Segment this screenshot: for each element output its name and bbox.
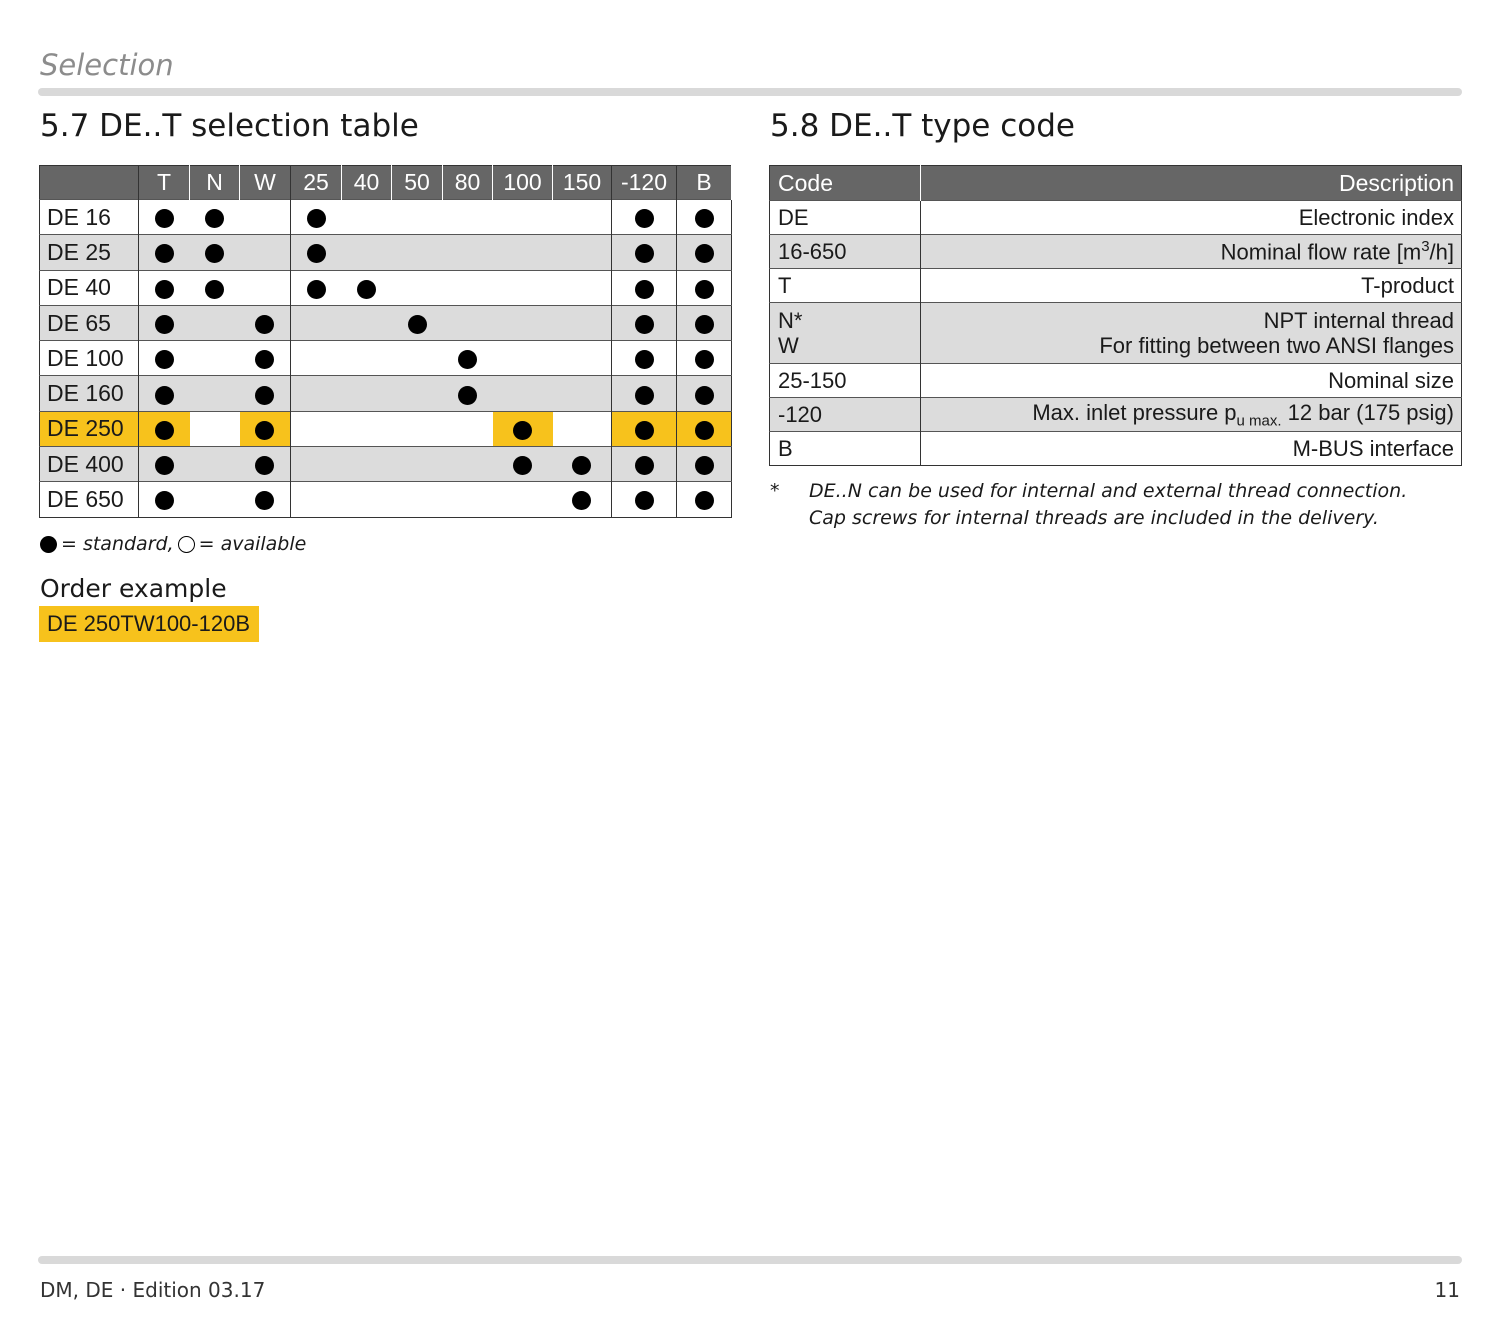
page-number: 11: [1434, 1278, 1460, 1302]
option-cell: [291, 376, 342, 411]
superscript: 3: [1421, 237, 1430, 255]
standard-dot-icon: [408, 315, 427, 334]
standard-dot-icon: [255, 491, 274, 510]
col-header-80: 80: [443, 166, 493, 200]
option-cell: [392, 200, 443, 235]
option-cell: [677, 482, 732, 517]
option-cell: [342, 411, 392, 446]
model-name-cell: DE 650: [40, 482, 139, 517]
standard-dot-icon: [255, 350, 274, 369]
option-cell: [342, 447, 392, 482]
table-row: [40, 305, 732, 340]
option-cell: [612, 270, 677, 305]
type-description-cell: M-BUS interface: [921, 432, 1462, 466]
option-cell: [139, 447, 190, 482]
option-cell: [553, 447, 612, 482]
standard-dot-icon: [635, 244, 654, 263]
option-cell: [190, 482, 240, 517]
type-code-header: [770, 166, 1462, 201]
standard-dot-icon: [155, 315, 174, 334]
option-cell: [553, 235, 612, 270]
model-name-cell: DE 65: [40, 305, 139, 340]
option-cell: [240, 270, 291, 305]
option-cell: [139, 482, 190, 517]
table-row: [770, 201, 1462, 235]
option-cell: [493, 411, 553, 446]
standard-dot-icon: [695, 280, 714, 299]
standard-dot-icon: [695, 244, 714, 263]
standard-dot-icon: [635, 280, 654, 299]
table-row: [40, 376, 732, 411]
option-cell: [392, 411, 443, 446]
standard-dot-icon: [205, 280, 224, 299]
option-cell: [190, 376, 240, 411]
standard-dot-icon: [155, 386, 174, 405]
table-row: [770, 269, 1462, 303]
col-header-n: N: [190, 166, 240, 200]
option-cell: [139, 200, 190, 235]
header-divider: [38, 88, 1462, 96]
option-cell: [612, 235, 677, 270]
table-row: [770, 235, 1462, 269]
selection-table-title: 5.7 DE..T selection table: [40, 108, 419, 144]
type-code-cell: 16-650: [770, 235, 921, 269]
option-cell: [612, 482, 677, 517]
option-cell: [190, 270, 240, 305]
option-cell: [291, 200, 342, 235]
type-description-cell: [921, 235, 1462, 269]
option-cell: [139, 305, 190, 340]
description-line: NPT internal thread: [1263, 308, 1454, 333]
model-name-cell: DE 100: [40, 341, 139, 376]
col-header-100: 100: [493, 166, 553, 200]
standard-dot-icon: [695, 386, 714, 405]
description-text: /h]: [1429, 239, 1454, 265]
option-cell: [240, 447, 291, 482]
type-description-cell: [921, 398, 1462, 432]
type-description-cell: T-product: [921, 269, 1462, 303]
legend-standard: = standard,: [61, 533, 174, 555]
table-row: [40, 235, 732, 270]
option-cell: [342, 482, 392, 517]
option-cell: [677, 376, 732, 411]
standard-dot-icon: [155, 421, 174, 440]
standard-dot-icon: [635, 491, 654, 510]
option-cell: [493, 305, 553, 340]
footnote-line: Cap screws for internal threads are included in the delivery.: [809, 507, 1379, 529]
option-cell: [553, 305, 612, 340]
model-name-cell: DE 25: [40, 235, 139, 270]
standard-dot-icon: [695, 491, 714, 510]
standard-dot-icon: [307, 244, 326, 263]
option-cell: [392, 341, 443, 376]
footnote-line: DE..N can be used for internal and external thread connection.: [809, 480, 1408, 502]
standard-dot-icon: [155, 491, 174, 510]
option-cell: [240, 411, 291, 446]
option-cell: [392, 305, 443, 340]
option-cell: [677, 305, 732, 340]
standard-dot-icon: [357, 280, 376, 299]
subscript: u max.: [1236, 412, 1282, 430]
standard-dot-icon: [255, 315, 274, 334]
option-cell: [291, 270, 342, 305]
type-description-cell: Electronic index: [921, 201, 1462, 235]
type-code-header-code: Code: [770, 166, 921, 201]
footer-edition: DM, DE · Edition 03.17: [40, 1278, 266, 1302]
standard-dot-icon: [458, 350, 477, 369]
type-description-cell: [921, 303, 1462, 364]
model-name-cell: DE 40: [40, 270, 139, 305]
col-header-150: 150: [553, 166, 612, 200]
type-code-header-description: Description: [921, 166, 1462, 201]
option-cell: [240, 200, 291, 235]
option-cell: [612, 447, 677, 482]
option-cell: [240, 235, 291, 270]
option-cell: [493, 482, 553, 517]
type-code-table: [769, 165, 1462, 466]
option-cell: [139, 411, 190, 446]
model-name-cell: DE 400: [40, 447, 139, 482]
option-cell: [493, 447, 553, 482]
standard-dot-icon: [205, 209, 224, 228]
col-header-25: 25: [291, 166, 342, 200]
option-cell: [342, 341, 392, 376]
standard-dot-icon: [307, 280, 326, 299]
table-row: [40, 270, 732, 305]
type-code-cell: [770, 303, 921, 364]
standard-dot-icon: [513, 456, 532, 475]
option-cell: [240, 305, 291, 340]
option-cell: [342, 376, 392, 411]
standard-dot-icon: [635, 456, 654, 475]
standard-dot-icon: [155, 280, 174, 299]
legend: [40, 533, 306, 555]
section-title: Selection: [40, 48, 174, 82]
code-line: N*: [778, 308, 803, 333]
selection-table-header: [40, 166, 732, 200]
option-cell: [677, 270, 732, 305]
standard-dot-icon: [205, 244, 224, 263]
option-cell: [443, 305, 493, 340]
option-cell: [612, 305, 677, 340]
standard-dot-icon: [695, 315, 714, 334]
option-cell: [677, 411, 732, 446]
standard-dot-icon: [155, 209, 174, 228]
col-header-b: B: [677, 166, 732, 200]
model-name-cell: DE 160: [40, 376, 139, 411]
option-cell: [553, 270, 612, 305]
option-cell: [139, 235, 190, 270]
table-row: [40, 447, 732, 482]
option-cell: [190, 235, 240, 270]
option-cell: [240, 482, 291, 517]
option-cell: [392, 235, 443, 270]
option-cell: [190, 341, 240, 376]
option-cell: [612, 200, 677, 235]
footer-divider: [38, 1256, 1462, 1264]
col-header-50: 50: [392, 166, 443, 200]
option-cell: [392, 270, 443, 305]
model-name-cell: DE 16: [40, 200, 139, 235]
option-cell: [392, 376, 443, 411]
option-cell: [190, 411, 240, 446]
model-name-cell: DE 250: [40, 411, 139, 446]
type-description-cell: Nominal size: [921, 364, 1462, 398]
table-row: [40, 482, 732, 517]
col-header-40: 40: [342, 166, 392, 200]
table-row: [40, 411, 732, 446]
order-example-code: DE 250TW100-120B: [39, 606, 259, 642]
option-cell: [553, 376, 612, 411]
option-cell: [677, 235, 732, 270]
col-header-t: T: [139, 166, 190, 200]
standard-dot-icon: [635, 386, 654, 405]
option-cell: [392, 447, 443, 482]
description-text: 12 bar (175 psig): [1281, 399, 1454, 425]
option-cell: [190, 305, 240, 340]
option-cell: [139, 270, 190, 305]
option-cell: [443, 447, 493, 482]
option-cell: [677, 341, 732, 376]
col-header-w: W: [240, 166, 291, 200]
standard-dot-icon: [695, 209, 714, 228]
option-cell: [443, 270, 493, 305]
description-text: Max. inlet pressure p: [1032, 399, 1237, 425]
option-cell: [392, 482, 443, 517]
option-cell: [190, 447, 240, 482]
option-cell: [677, 447, 732, 482]
option-cell: [443, 411, 493, 446]
option-cell: [139, 341, 190, 376]
option-cell: [342, 235, 392, 270]
option-cell: [443, 376, 493, 411]
type-code-cell: DE: [770, 201, 921, 235]
option-cell: [190, 200, 240, 235]
option-cell: [342, 305, 392, 340]
type-code-cell: 25-150: [770, 364, 921, 398]
type-code-cell: B: [770, 432, 921, 466]
standard-dot-icon: [635, 315, 654, 334]
option-cell: [342, 270, 392, 305]
description-line: For fitting between two ANSI flanges: [1099, 333, 1454, 358]
option-cell: [291, 411, 342, 446]
type-code-cell: -120: [770, 398, 921, 432]
option-cell: [291, 447, 342, 482]
standard-dot-icon: [635, 350, 654, 369]
option-cell: [443, 341, 493, 376]
standard-dot-icon: [458, 386, 477, 405]
option-cell: [612, 341, 677, 376]
option-cell: [553, 341, 612, 376]
table-row: [770, 398, 1462, 432]
option-cell: [493, 341, 553, 376]
description-text: Nominal flow rate [m: [1220, 239, 1422, 265]
option-cell: [677, 200, 732, 235]
standard-dot-icon: [695, 350, 714, 369]
option-cell: [291, 341, 342, 376]
option-cell: [342, 200, 392, 235]
col-header-model: [40, 166, 139, 200]
standard-dot-icon: [155, 350, 174, 369]
option-cell: [553, 482, 612, 517]
table-row: [770, 364, 1462, 398]
option-cell: [443, 200, 493, 235]
type-code-title: 5.8 DE..T type code: [770, 108, 1075, 144]
option-cell: [443, 482, 493, 517]
filled-dot-icon: [40, 536, 57, 553]
option-cell: [612, 376, 677, 411]
option-cell: [493, 376, 553, 411]
standard-dot-icon: [695, 456, 714, 475]
standard-dot-icon: [572, 456, 591, 475]
option-cell: [139, 376, 190, 411]
code-line: W: [778, 333, 799, 358]
col-header-120: -120: [612, 166, 677, 200]
table-row: [40, 341, 732, 376]
standard-dot-icon: [513, 421, 532, 440]
option-cell: [240, 341, 291, 376]
option-cell: [240, 376, 291, 411]
type-code-cell: T: [770, 269, 921, 303]
standard-dot-icon: [255, 386, 274, 405]
option-cell: [291, 482, 342, 517]
legend-available: = available: [198, 533, 307, 555]
selection-table: [39, 165, 732, 518]
footnote: [770, 478, 1407, 532]
standard-dot-icon: [635, 209, 654, 228]
option-cell: [553, 200, 612, 235]
standard-dot-icon: [155, 244, 174, 263]
option-cell: [291, 305, 342, 340]
option-cell: [493, 200, 553, 235]
option-cell: [291, 235, 342, 270]
table-row: [770, 432, 1462, 466]
standard-dot-icon: [255, 421, 274, 440]
standard-dot-icon: [635, 421, 654, 440]
option-cell: [553, 411, 612, 446]
order-example-title: Order example: [40, 574, 227, 603]
option-cell: [493, 235, 553, 270]
table-row: [770, 303, 1462, 364]
option-cell: [612, 411, 677, 446]
option-cell: [443, 235, 493, 270]
standard-dot-icon: [255, 456, 274, 475]
standard-dot-icon: [307, 209, 326, 228]
option-cell: [493, 270, 553, 305]
open-dot-icon: [178, 536, 195, 553]
footnote-mark: *: [770, 480, 780, 502]
standard-dot-icon: [695, 421, 714, 440]
standard-dot-icon: [155, 456, 174, 475]
standard-dot-icon: [572, 491, 591, 510]
table-row: [40, 200, 732, 235]
